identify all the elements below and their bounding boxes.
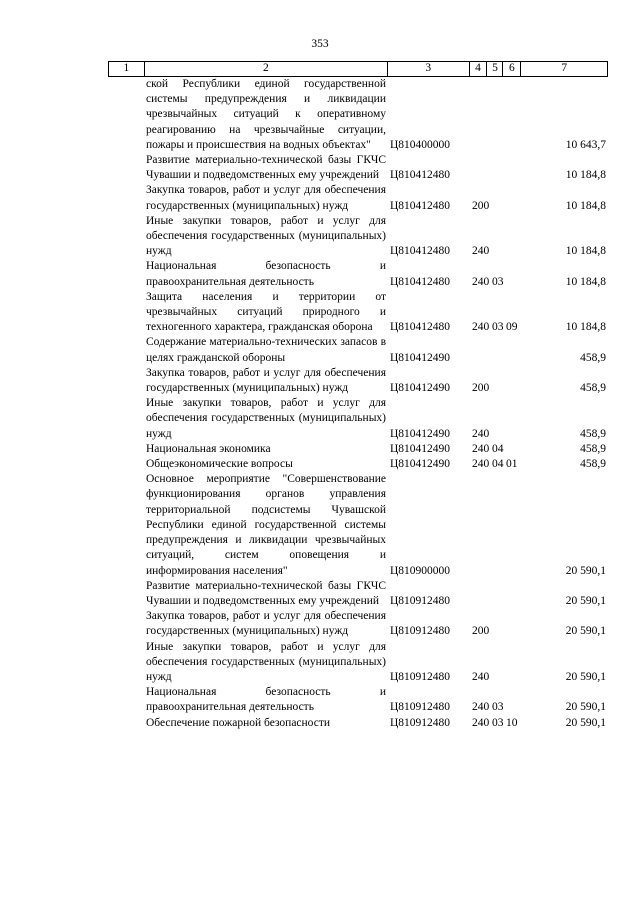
- row-expense-type: [470, 168, 492, 183]
- row-target-code: Ц810412490: [390, 458, 451, 471]
- row-codes: [388, 199, 522, 214]
- row-description: Защита населения и территории от чрезвычайных ситуаций природного и техногенного характера, гражданская оборона: [146, 290, 386, 334]
- row-expense-type: 200: [472, 382, 490, 395]
- row-codes: [388, 624, 522, 639]
- row-section: [492, 594, 506, 609]
- row-section: [492, 381, 506, 396]
- row-target-code: Ц810912480: [390, 716, 451, 729]
- row-codes: [388, 700, 522, 715]
- row-amount: 20 590,1: [565, 594, 606, 607]
- row-codes: [388, 320, 522, 335]
- table-body: [108, 77, 608, 731]
- row-target-code: Ц810412480: [390, 169, 451, 182]
- row-amount: 458,9: [580, 351, 606, 364]
- row-amount: 20 590,1: [565, 625, 606, 638]
- row-target-code: Ц810912480: [390, 670, 451, 683]
- row-codes: [388, 594, 522, 609]
- row-expense-type: 240: [472, 701, 490, 714]
- row-amount: 20 590,1: [565, 701, 606, 714]
- row-target-code: Ц810412480: [390, 199, 451, 212]
- row-subsection: [506, 442, 522, 457]
- row-description: Иные закупки товаров, работ и услуг для обеспечения государственных (муниципальных) нужд: [146, 640, 386, 683]
- row-subsection: [506, 381, 522, 396]
- row-target-code: Ц810912480: [390, 594, 451, 607]
- row-section: 03: [492, 701, 504, 714]
- row-codes: [388, 168, 522, 183]
- row-amount: 20 590,1: [565, 564, 606, 577]
- row-target-code: Ц810400000: [390, 138, 451, 151]
- row-codes: [388, 427, 522, 442]
- row-expense-type: 240: [472, 427, 490, 440]
- header-col-2: 2: [145, 62, 388, 76]
- row-section: [492, 351, 506, 366]
- header-col-3: 3: [388, 62, 470, 76]
- row-section: 03: [492, 716, 504, 729]
- row-target-code: Ц810412490: [390, 427, 451, 440]
- row-description: Национальная безопасность и правоохранительная деятельность: [146, 260, 386, 288]
- row-subsection: [506, 138, 522, 153]
- row-section: [492, 564, 506, 579]
- row-section: [492, 138, 506, 153]
- row-subsection: 09: [506, 321, 518, 334]
- table-row: [108, 77, 608, 153]
- row-amount: 10 643,7: [565, 138, 606, 151]
- row-description: Развитие материально-технической базы ГКЧС Чувашии и подведомственных ему учреждений: [146, 154, 386, 182]
- row-amount: 10 184,8: [565, 275, 606, 288]
- table-row: [108, 153, 608, 183]
- row-section: 03: [492, 275, 504, 288]
- row-amount: 458,9: [580, 382, 606, 395]
- row-codes: [388, 381, 522, 396]
- row-amount: 20 590,1: [565, 670, 606, 683]
- table-row: [108, 366, 608, 396]
- row-expense-type: [470, 564, 492, 579]
- row-codes: [388, 275, 522, 290]
- table-header: [108, 61, 608, 77]
- table-row: [108, 457, 608, 472]
- row-expense-type: 240: [472, 670, 490, 683]
- table-row: [108, 685, 608, 715]
- row-description: Закупка товаров, работ и услуг для обеспечения государственных (муниципальных) нужд: [146, 184, 386, 212]
- table-row: [108, 183, 608, 213]
- row-description: Национальная безопасность и правоохранительная деятельность: [146, 686, 386, 714]
- row-subsection: [506, 700, 522, 715]
- row-section: [492, 168, 506, 183]
- row-section: [492, 427, 506, 442]
- row-expense-type: [470, 594, 492, 609]
- row-subsection: 01: [506, 458, 518, 471]
- row-description: Развитие материально-технической базы ГКЧС Чувашии и подведомственных ему учреждений: [146, 579, 386, 607]
- row-subsection: [506, 351, 522, 366]
- row-target-code: Ц810412480: [390, 245, 451, 258]
- row-expense-type: 240: [472, 245, 490, 258]
- row-section: 03: [492, 321, 504, 334]
- row-subsection: [506, 594, 522, 609]
- row-amount: 458,9: [580, 427, 606, 440]
- page-number: 353: [311, 38, 329, 50]
- row-subsection: [506, 199, 522, 214]
- row-amount: 10 184,8: [565, 169, 606, 182]
- row-expense-type: 240: [472, 275, 490, 288]
- row-description: ской Республики единой государственной системы предупреждения и ликвидации чрезвычайных ситуаций к оперативному реагированию на чрезвычайные ситуации, пожары и происшествия на водных объектах": [146, 78, 386, 151]
- row-target-code: Ц810900000: [390, 564, 451, 577]
- row-codes: [388, 457, 522, 472]
- table-row: [108, 472, 608, 578]
- row-amount: 20 590,1: [565, 716, 606, 729]
- row-expense-type: 200: [472, 199, 490, 212]
- row-subsection: [506, 564, 522, 579]
- table-row: [108, 609, 608, 639]
- row-description: Общеэкономические вопросы: [146, 458, 293, 471]
- table-row: [108, 335, 608, 365]
- table-row: [108, 579, 608, 609]
- table-row: [108, 716, 608, 731]
- row-amount: 10 184,8: [565, 321, 606, 334]
- row-expense-type: 240: [472, 442, 490, 455]
- header-col-7: 7: [561, 62, 568, 74]
- row-codes: [388, 442, 522, 457]
- table-row: [108, 259, 608, 289]
- row-section: [492, 624, 506, 639]
- row-amount: 10 184,8: [565, 199, 606, 212]
- row-subsection: 10: [506, 716, 518, 729]
- row-target-code: Ц810412490: [390, 351, 451, 364]
- row-amount: 10 184,8: [565, 245, 606, 258]
- row-expense-type: 200: [472, 625, 490, 638]
- row-expense-type: 240: [472, 458, 490, 471]
- row-section: 04: [492, 458, 504, 471]
- header-col-5: 5: [487, 62, 503, 76]
- row-description: Обеспечение пожарной безопасности: [146, 716, 331, 729]
- row-section: [492, 670, 506, 685]
- row-codes: [388, 244, 522, 259]
- row-description: Национальная экономика: [146, 442, 271, 455]
- table-row: [108, 396, 608, 442]
- row-target-code: Ц810412490: [390, 442, 451, 455]
- table-row: [108, 290, 608, 336]
- table-row: [108, 214, 608, 260]
- row-description: Закупка товаров, работ и услуг для обеспечения государственных (муниципальных) нужд: [146, 610, 386, 638]
- header-col-6: 6: [503, 62, 521, 76]
- row-section: [492, 244, 506, 259]
- row-codes: [388, 670, 522, 685]
- row-target-code: Ц810912480: [390, 701, 451, 714]
- table-row: [108, 442, 608, 457]
- row-subsection: [506, 275, 522, 290]
- row-expense-type: [470, 351, 492, 366]
- header-col-1: 1: [109, 62, 145, 76]
- header-col-4: 4: [470, 62, 488, 76]
- row-description: Содержание материально-технических запасов в целях гражданской обороны: [146, 336, 386, 364]
- row-target-code: Ц810412490: [390, 382, 451, 395]
- row-codes: [388, 138, 522, 153]
- row-expense-type: 240: [472, 321, 490, 334]
- row-codes: [388, 564, 522, 579]
- budget-table: [108, 61, 608, 731]
- row-target-code: Ц810412480: [390, 321, 451, 334]
- row-amount: 458,9: [580, 442, 606, 455]
- row-expense-type: 240: [472, 716, 490, 729]
- row-target-code: Ц810912480: [390, 625, 451, 638]
- row-description: Закупка товаров, работ и услуг для обеспечения государственных (муниципальных) нужд: [146, 366, 386, 395]
- row-subsection: [506, 244, 522, 259]
- row-description: Иные закупки товаров, работ и услуг для обеспечения государственных (муниципальных) нужд: [146, 214, 386, 258]
- row-amount: 458,9: [580, 458, 606, 471]
- row-subsection: [506, 427, 522, 442]
- row-target-code: Ц810412480: [390, 275, 451, 288]
- row-expense-type: [470, 138, 492, 153]
- row-description: Иные закупки товаров, работ и услуг для обеспечения государственных (муниципальных) нужд: [146, 397, 386, 440]
- row-description: Основное мероприятие "Совершенствование функционирования органов управления территориальной подсистемы Чувашской Республики единой государственной системы предупреждения и ликвидации чрезвычайных ситуаций, систем оповещения и информирования населения": [146, 473, 386, 577]
- row-subsection: [506, 670, 522, 685]
- row-section: [492, 199, 506, 214]
- row-subsection: [506, 624, 522, 639]
- table-row: [108, 640, 608, 686]
- row-subsection: [506, 168, 522, 183]
- row-codes: [388, 351, 522, 366]
- row-section: 04: [492, 442, 504, 455]
- row-codes: [388, 716, 522, 731]
